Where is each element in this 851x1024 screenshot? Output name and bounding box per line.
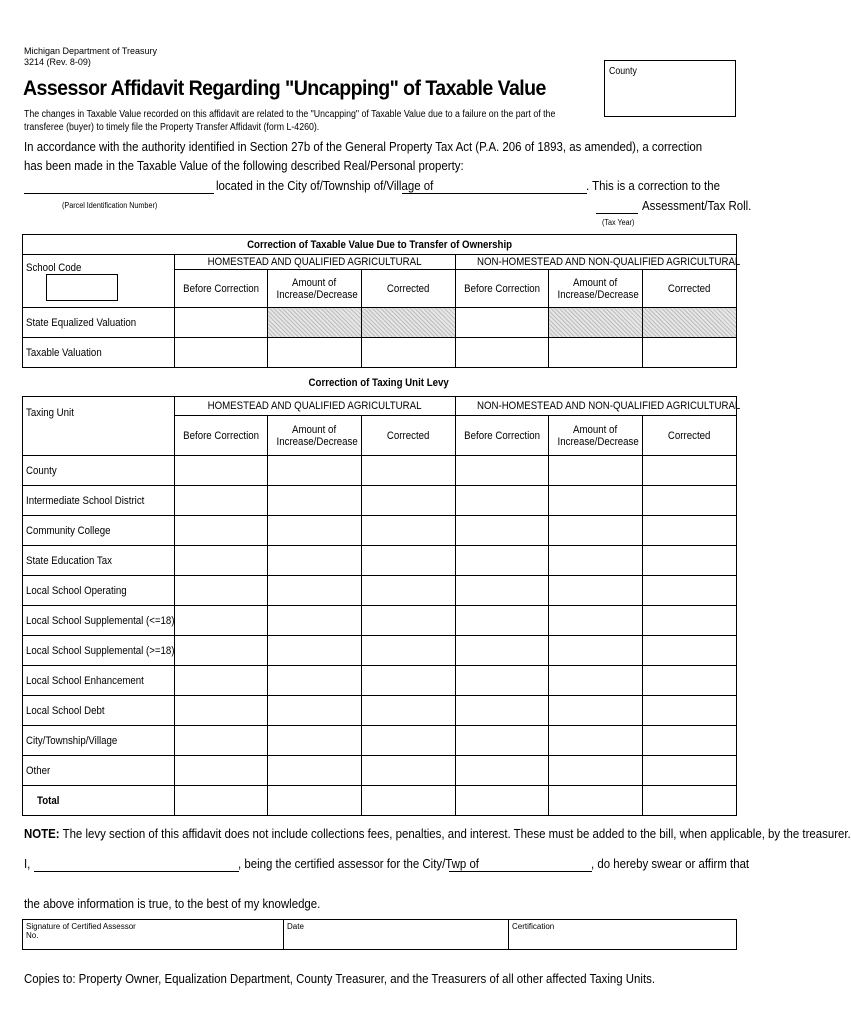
- value-cell[interactable]: [175, 308, 268, 338]
- value-cell[interactable]: [549, 606, 643, 636]
- copies-to: Copies to: Property Owner, Equalization Department, County Treasurer, and the Treasurers of all other affected Taxing Units.: [24, 971, 656, 986]
- value-cell[interactable]: [175, 666, 268, 696]
- value-cell[interactable]: [362, 786, 456, 816]
- row-label: Local School Enhancement: [23, 666, 175, 696]
- shaded-cell: [549, 308, 643, 338]
- row-label: Intermediate School District: [23, 486, 175, 516]
- agency-name: Michigan Department of Treasury: [24, 46, 158, 56]
- row-label: State Equalized Valuation: [23, 308, 175, 338]
- levy-table: [22, 396, 741, 816]
- value-cell[interactable]: [643, 516, 737, 546]
- col-amount: Amount of Increase/Decrease: [549, 416, 643, 456]
- value-cell[interactable]: [362, 756, 456, 786]
- value-cell[interactable]: [456, 576, 549, 606]
- value-cell[interactable]: [268, 666, 362, 696]
- value-cell[interactable]: [362, 666, 456, 696]
- oath-swear: , do hereby swear or affirm that: [591, 856, 750, 871]
- table-row: [23, 636, 737, 666]
- form-revision: 3214 (Rev. 8-09): [24, 57, 91, 67]
- value-cell[interactable]: [362, 456, 456, 486]
- value-cell[interactable]: [549, 576, 643, 606]
- col-corrected: Corrected: [643, 416, 737, 456]
- total-row: [23, 786, 737, 816]
- value-cell[interactable]: [549, 696, 643, 726]
- group-nonhomestead: NON-HOMESTEAD AND NON-QUALIFIED AGRICULTURAL: [456, 397, 737, 416]
- value-cell[interactable]: [549, 338, 643, 368]
- value-cell[interactable]: [456, 486, 549, 516]
- intro-line-2: transferee (buyer) to timely file the Property Transfer Affidavit (form L-4260).: [24, 122, 320, 133]
- row-label: City/Township/Village: [23, 726, 175, 756]
- col-corrected: Corrected: [362, 416, 456, 456]
- section-title-levy: Correction of Taxing Unit Levy: [308, 377, 450, 389]
- intro-line-1: The changes in Taxable Value recorded on this affidavit are related to the "Uncapping" of Taxable Value due to a failure on the part of the: [24, 109, 556, 120]
- correction-to-label: . This is a correction to the: [586, 178, 720, 193]
- value-cell[interactable]: [175, 576, 268, 606]
- value-cell[interactable]: [362, 696, 456, 726]
- value-cell[interactable]: [175, 546, 268, 576]
- value-cell[interactable]: [456, 546, 549, 576]
- value-cell[interactable]: [456, 456, 549, 486]
- value-cell[interactable]: [268, 696, 362, 726]
- value-cell[interactable]: [175, 696, 268, 726]
- group-homestead: HOMESTEAD AND QUALIFIED AGRICULTURAL: [175, 255, 456, 270]
- signature-table: [22, 919, 737, 950]
- taxing-unit-header: Taxing Unit: [23, 397, 175, 456]
- oath-line-2: the above information is true, to the best of my knowledge.: [24, 896, 321, 911]
- value-cell[interactable]: [362, 726, 456, 756]
- value-cell[interactable]: [268, 546, 362, 576]
- parcel-number-field[interactable]: [24, 193, 214, 194]
- parcel-label: (Parcel Identification Number): [62, 201, 158, 210]
- value-cell[interactable]: [549, 786, 643, 816]
- oath-i: I,: [24, 856, 31, 871]
- table-row: [23, 696, 737, 726]
- value-cell[interactable]: [549, 636, 643, 666]
- value-cell[interactable]: [268, 486, 362, 516]
- taxable-value-table: [22, 234, 741, 368]
- value-cell[interactable]: [643, 666, 737, 696]
- value-cell[interactable]: [643, 486, 737, 516]
- shaded-cell: [643, 308, 737, 338]
- value-cell[interactable]: [362, 338, 456, 368]
- value-cell[interactable]: [456, 666, 549, 696]
- note-label: NOTE:: [24, 826, 60, 841]
- certification-label: Certification: [512, 922, 555, 931]
- row-label: Local School Supplemental (<=18): [23, 606, 175, 636]
- row-label: Local School Operating: [23, 576, 175, 606]
- value-cell[interactable]: [268, 338, 362, 368]
- group-nonhomestead: NON-HOMESTEAD AND NON-QUALIFIED AGRICULTURAL: [456, 255, 737, 270]
- value-cell[interactable]: [456, 786, 549, 816]
- group-homestead: HOMESTEAD AND QUALIFIED AGRICULTURAL: [175, 397, 456, 416]
- row-label: Local School Supplemental (>=18): [23, 636, 175, 666]
- value-cell[interactable]: [643, 456, 737, 486]
- col-amount: Amount of Increase/Decrease: [268, 416, 362, 456]
- row-label: State Education Tax: [23, 546, 175, 576]
- row-label: County: [23, 456, 175, 486]
- row-label: Other: [23, 756, 175, 786]
- value-cell[interactable]: [456, 726, 549, 756]
- signature-label: Signature of Certified Assessor: [26, 922, 136, 931]
- value-cell[interactable]: [175, 726, 268, 756]
- value-cell[interactable]: [456, 756, 549, 786]
- value-cell[interactable]: [268, 606, 362, 636]
- authority-line-1: In accordance with the authority identified in Section 27b of the General Property Tax Act (P.A. 206 of 1893, as amended), a correction: [24, 139, 703, 154]
- value-cell[interactable]: [268, 786, 362, 816]
- value-cell[interactable]: [456, 636, 549, 666]
- value-cell[interactable]: [362, 606, 456, 636]
- col-corrected: Corrected: [362, 270, 456, 308]
- located-in-label: located in the City of/Township of/Village of: [216, 178, 434, 193]
- oath-being: , being the certified assessor for the City/Twp of: [238, 856, 479, 871]
- value-cell[interactable]: [456, 338, 549, 368]
- table-row: [23, 606, 737, 636]
- city-twp-field[interactable]: [449, 871, 592, 872]
- value-cell[interactable]: [362, 516, 456, 546]
- value-cell[interactable]: [362, 486, 456, 516]
- value-cell[interactable]: [175, 338, 268, 368]
- value-cell[interactable]: [456, 696, 549, 726]
- table-row: [23, 308, 737, 338]
- school-code-input[interactable]: [46, 274, 118, 301]
- value-cell[interactable]: [175, 636, 268, 666]
- col-amount: Amount of Increase/Decrease: [268, 270, 362, 308]
- value-cell[interactable]: [175, 456, 268, 486]
- value-cell[interactable]: [643, 546, 737, 576]
- section-title-ownership: Correction of Taxable Value Due to Transfer of Ownership: [23, 235, 737, 255]
- authority-line-2: has been made in the Taxable Value of the following described Real/Personal property:: [24, 158, 464, 173]
- note-text: The levy section of this affidavit does not include collections fees, penalties, and interest. These must be added to the bill, when applicable, by the treasurer.: [62, 826, 851, 841]
- value-cell[interactable]: [549, 756, 643, 786]
- value-cell[interactable]: [456, 516, 549, 546]
- value-cell[interactable]: [643, 576, 737, 606]
- value-cell[interactable]: [268, 726, 362, 756]
- value-cell[interactable]: [268, 756, 362, 786]
- col-before-correction: Before Correction: [456, 416, 549, 456]
- value-cell[interactable]: [268, 456, 362, 486]
- row-label: Community College: [23, 516, 175, 546]
- col-before-correction: Before Correction: [175, 416, 268, 456]
- value-cell[interactable]: [175, 516, 268, 546]
- table-row: [23, 486, 737, 516]
- table-row: [23, 756, 737, 786]
- col-corrected: Corrected: [643, 270, 737, 308]
- row-label: Local School Debt: [23, 696, 175, 726]
- page-title: Assessor Affidavit Regarding "Uncapping" of Taxable Value: [23, 77, 546, 100]
- row-label: Taxable Valuation: [23, 338, 175, 368]
- assessor-name-field[interactable]: [34, 871, 239, 872]
- value-cell[interactable]: [549, 546, 643, 576]
- value-cell[interactable]: [175, 756, 268, 786]
- value-cell[interactable]: [456, 308, 549, 338]
- value-cell[interactable]: [643, 696, 737, 726]
- school-code-cell: [23, 255, 175, 308]
- col-amount: Amount of Increase/Decrease: [549, 270, 643, 308]
- table-row: [23, 546, 737, 576]
- value-cell[interactable]: [643, 636, 737, 666]
- shaded-cell: [362, 308, 456, 338]
- shaded-cell: [268, 308, 362, 338]
- county-label: County: [609, 66, 637, 77]
- number-label: No.: [26, 931, 39, 940]
- note: [24, 826, 851, 841]
- value-cell[interactable]: [268, 516, 362, 546]
- value-cell[interactable]: [549, 486, 643, 516]
- value-cell[interactable]: [643, 726, 737, 756]
- value-cell[interactable]: [175, 786, 268, 816]
- date-field[interactable]: [284, 920, 509, 950]
- value-cell[interactable]: [643, 756, 737, 786]
- value-cell[interactable]: [362, 576, 456, 606]
- signature-field[interactable]: [23, 920, 284, 950]
- value-cell[interactable]: [362, 636, 456, 666]
- assessment-roll-label: Assessment/Tax Roll.: [642, 198, 752, 213]
- table-row: [23, 666, 737, 696]
- col-before-correction: Before Correction: [175, 270, 268, 308]
- certification-field[interactable]: [509, 920, 737, 950]
- value-cell[interactable]: [643, 606, 737, 636]
- table-row: [23, 726, 737, 756]
- value-cell[interactable]: [268, 636, 362, 666]
- municipality-field[interactable]: [402, 193, 587, 194]
- table-row: [23, 338, 737, 368]
- value-cell[interactable]: [549, 516, 643, 546]
- tax-year-field[interactable]: [596, 213, 638, 214]
- value-cell[interactable]: [175, 486, 268, 516]
- table-row: [23, 456, 737, 486]
- value-cell[interactable]: [362, 546, 456, 576]
- value-cell[interactable]: [175, 606, 268, 636]
- value-cell[interactable]: [549, 456, 643, 486]
- value-cell[interactable]: [643, 338, 737, 368]
- school-code-label: School Code: [26, 261, 82, 274]
- table-row: [23, 516, 737, 546]
- value-cell[interactable]: [549, 726, 643, 756]
- value-cell[interactable]: [643, 786, 737, 816]
- tax-year-label: (Tax Year): [602, 218, 635, 227]
- value-cell[interactable]: [549, 666, 643, 696]
- date-label: Date: [287, 922, 304, 931]
- value-cell[interactable]: [456, 606, 549, 636]
- county-field[interactable]: [604, 60, 736, 117]
- table-row: [23, 576, 737, 606]
- total-label: Total: [23, 786, 175, 816]
- value-cell[interactable]: [268, 576, 362, 606]
- col-before-correction: Before Correction: [456, 270, 549, 308]
- levy-rows: [23, 456, 737, 786]
